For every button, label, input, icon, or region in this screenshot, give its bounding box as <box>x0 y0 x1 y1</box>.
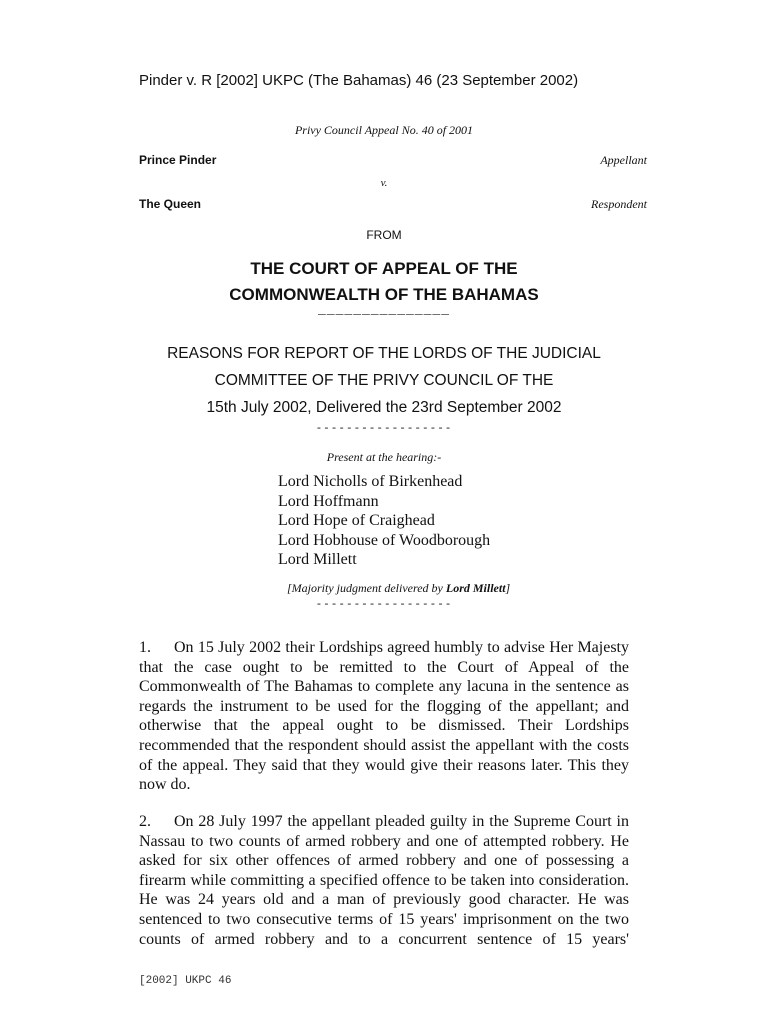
lord-name: Lord Nicholls of Birkenhead <box>278 473 463 490</box>
majority-judge: Lord Millett <box>445 581 506 595</box>
paragraph-number: 1. <box>139 639 151 656</box>
versus-label: v. <box>380 177 388 189</box>
case-citation: Pinder v. R [2002] UKPC (The Bahamas) 46 (23 September 2002) <box>139 72 579 89</box>
court-title-line-1: THE COURT OF APPEAL OF THE <box>250 259 518 278</box>
majority-judgment-note: [Majority judgment delivered by Lord Millett] <box>287 581 511 595</box>
court-title-line-2: COMMONWEALTH OF THE BAHAMAS <box>229 285 539 304</box>
page-footer: [2002] UKPC 46 <box>139 975 232 987</box>
paragraph-number: 2. <box>139 813 151 830</box>
appellant-role: Appellant <box>600 153 647 167</box>
lord-name: Lord Hope of Craighead <box>278 512 435 529</box>
hearing-separator: ------------------ <box>315 599 453 611</box>
paragraph-text: On 28 July 1997 the appellant pleaded guilty in the Supreme Court in Nassau to two counts of armed robbery and one of attempted robbery. He asked for six other offences of armed robbery and one of possessing a firearm while committing a specified offence to be taken into consideration. He was 24 years old and a man of previously good character. He was sentenced to two consecutive terms of 15 years' imprisonment on the two counts of armed robbery and to a concurrent sentence of 15 years' <box>139 813 629 948</box>
reasons-line-2: COMMITTEE OF THE PRIVY COUNCIL OF THE <box>214 372 554 389</box>
lord-name: Lord Millett <box>278 551 357 568</box>
reasons-separator: ------------------ <box>315 423 453 435</box>
paragraph-1 <box>139 638 629 795</box>
from-label: FROM <box>366 228 402 242</box>
paragraph-text: On 15 July 2002 their Lordships agreed humbly to advise Her Majesty that the case ought to be remitted to the Court of Appeal of the Commonwealth of The Bahamas to complete any lacuna in the sentence as regards the instrument to be used for the flogging of the appellant; and otherwise that the appeal ought to be dismissed. Their Lordships recommended that the respondent should assist the appellant with the costs of the appeal. They said that they would give their reasons later. This they now do. <box>139 639 629 794</box>
lord-name: Lord Hoffmann <box>278 492 379 510</box>
court-separator: _______________ <box>317 302 451 317</box>
appeal-number: Privy Council Appeal No. 40 of 2001 <box>294 123 474 137</box>
reasons-line-3: 15th July 2002, Delivered the 23rd September 2002 <box>206 399 562 416</box>
respondent-name: The Queen <box>139 197 202 211</box>
appellant-name: Prince Pinder <box>139 153 217 167</box>
lords-list <box>278 472 490 570</box>
lord-name: Lord Hobhouse of Woodborough <box>278 531 491 549</box>
respondent-role: Respondent <box>591 197 647 211</box>
paragraph-2 <box>139 812 629 949</box>
reasons-line-1: REASONS FOR REPORT OF THE LORDS OF THE JUDICIAL <box>167 345 601 362</box>
present-at-hearing-label: Present at the hearing:- <box>326 450 442 464</box>
